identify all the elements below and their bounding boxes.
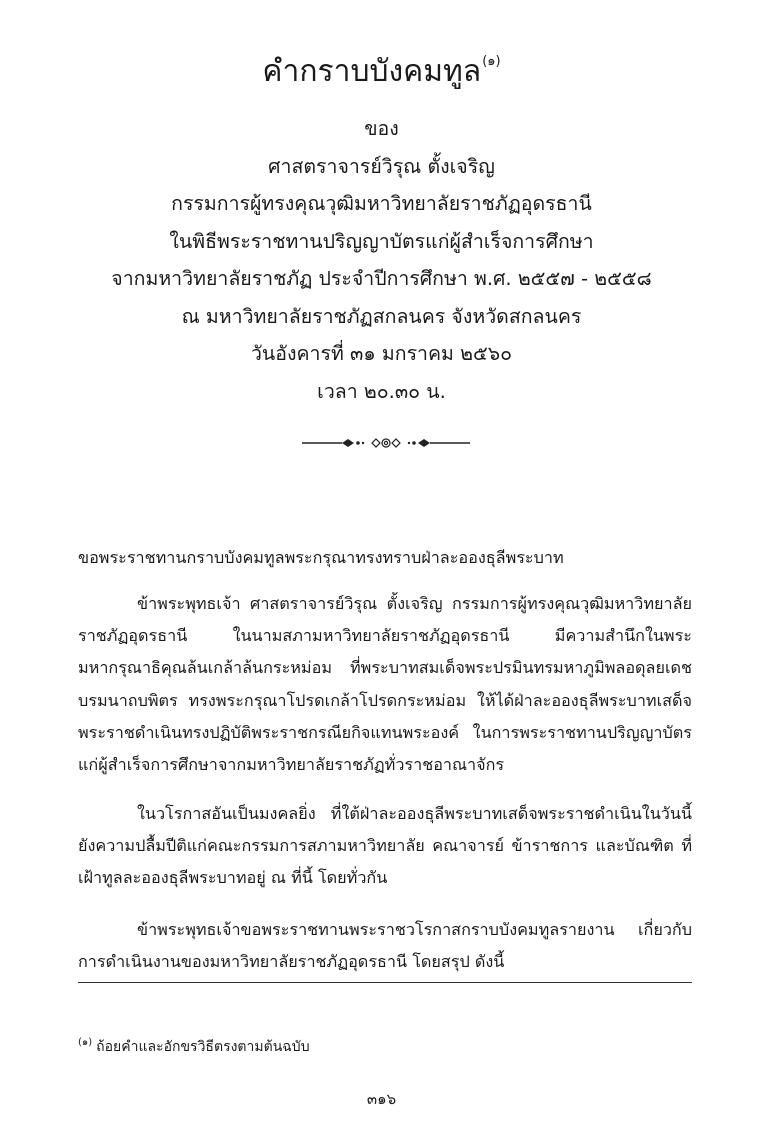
header-line: ในพิธีพระราชทานปริญญาบัตรแก่ผู้สำเร็จการศึกษา (169, 229, 594, 253)
page-number: ๓๑๖ (366, 1090, 397, 1108)
title-text: คำกราบบังคมทูล (262, 54, 482, 89)
paragraph: ข้าพระพุทธเจ้า ศาสตราจารย์วิรุณ ตั้งเจริญ กรรมการผู้ทรงคุณวุฒิมหาวิทยาลัยราชภัฏอุดรธานี ในนามสภามหาวิทยาลัยราชภัฏอุดรธานี มีความสำนึกในพระมหากรุณาธิคุณล้นเกล้าล้นกระหม่อม ที่พระบาทสมเด็จพระปรมินทรมหาภูมิพลอดุลยเดช บรมนาถบพิตร ทรงพระกรุณาโปรดเกล้าโปรดกระหม่อม ให้ได้ฝ่าละอองธุลีพระบาทเสด็จพระราชดำเนินทรงปฏิบัติพระราชกรณียกิจแทนพระองค์ ในการพระราชทานปริญญาบัตรแก่ผู้สำเร็จการศึกษาจากมหาวิทยาลัยราชภัฏทั่วราชอาณาจักร (78, 594, 692, 775)
greeting: ขอพระราชทานกราบบังคมทูลพระกรุณาทรงทราบฝ่าละอองธุลีพระบาท (78, 548, 564, 567)
header-line: ของ (364, 117, 399, 140)
header-line: จากมหาวิทยาลัยราชภัฏ ประจำปีการศึกษา พ.ศ. ๒๕๕๗ - ๒๕๕๘ (111, 267, 652, 290)
footnote-mark: (๑) (78, 1037, 93, 1048)
footnote (78, 1032, 310, 1058)
header-block (0, 110, 763, 410)
page-title (0, 40, 763, 94)
header-line: เวลา ๒๐.๓๐ น. (317, 379, 446, 403)
header-line: กรรมการผู้ทรงคุณวุฒิมหาวิทยาลัยราชภัฏอุดรธานี (171, 192, 592, 215)
decorative-divider-icon (300, 434, 472, 452)
paragraph: ในวโรกาสอันเป็นมงคลยิ่ง ที่ใต้ฝ่าละอองธุลีพระบาทเสด็จพระราชดำเนินในวันนี้ ยังความปลื้มปีติแก่คณะกรรมการสภามหาวิทยาลัย คณาจารย์ ข้าราชการ และบัณฑิต ที่เฝ้าทูลละอองธุลีพระบาทอยู่ ณ ที่นี้ โดยทั่วกัน (78, 804, 692, 888)
footnote-text: ถ้อยคำและอักขรวิธีตรงตามต้นฉบับ (96, 1039, 310, 1055)
header-line: ศาสตราจารย์วิรุณ ตั้งเจริญ (268, 154, 495, 178)
title-footnote-mark: (๑) (482, 54, 501, 69)
header-line: วันอังคารที่ ๓๑ มกราคม ๒๕๖๐ (250, 342, 512, 365)
header-line: ณ มหาวิทยาลัยราชภัฏสกลนคร จังหวัดสกลนคร (181, 304, 582, 328)
footnote-separator (78, 982, 692, 983)
paragraph: ข้าพระพุทธเจ้าขอพระราชทานพระราชวโรกาสกราบบังคมทูลรายงาน เกี่ยวกับการดำเนินงานของมหาวิทยาลัยราชภัฏอุดรธานี โดยสรุป ดังนี้ (78, 920, 692, 972)
